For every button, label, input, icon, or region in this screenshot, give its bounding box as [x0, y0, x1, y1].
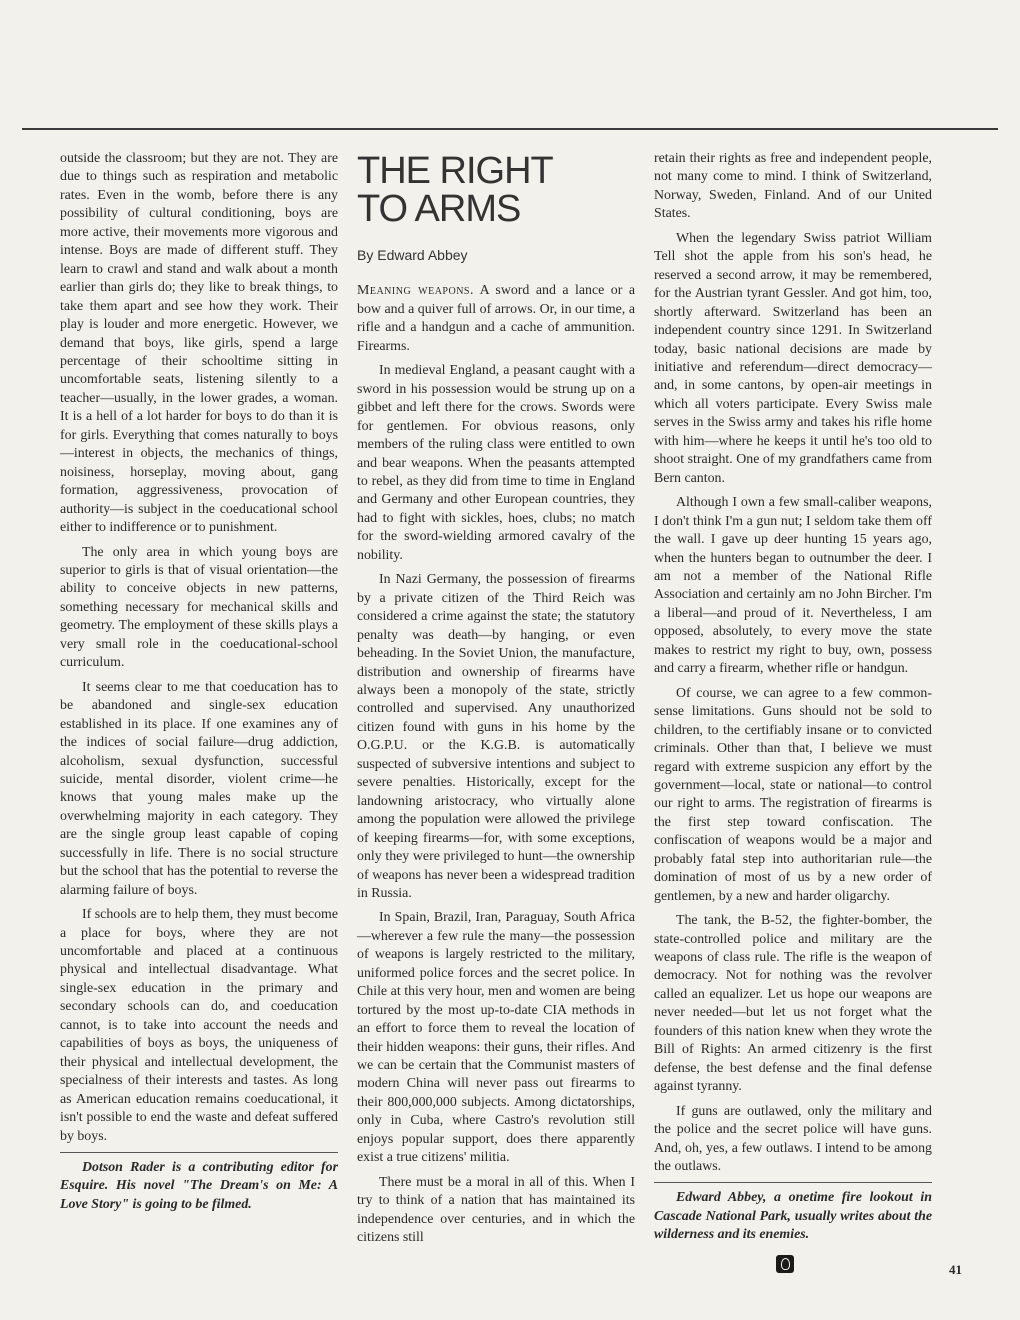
paragraph: It seems clear to me that coeducation has to be abandoned and single-sex education established in its place. If one examines any of the indices of social failure—drug addiction, alcoholism, sexual dysfunction, successful suicide, mental disorder, violent crime—he knows that young males make up the overwhelming majority in each category. They are the single group least capable of coping successfully in life. There is no social structure but the school that has the potential to reverse the alarming failure of boys. [60, 679, 338, 898]
lead-text: A sword and a lance or a bow and a quiver full of arrows. Or, in our time, a rifle and a handgun and a cache of ammunition. Firearms. [357, 283, 635, 354]
column-2 [357, 150, 635, 1254]
paragraph: If schools are to help them, they must become a place for boys, where they are not uncomfortable and placed at a continuous physical and intellectual disadvantage. What single-sex education in the primary and secondary schools can do, and coeducation cannot, is to take into account the needs and capabilities of boys as boys, the uniqueness of their physical and intellectual development, the specialness of their interests and tastes. As long as American education remains coeducational, it isn't possible to end the waste and defeat suffered by boys. [60, 907, 338, 1144]
paragraph: In medieval England, a peasant caught with a sword in his possession would be strung up on a gibbet and left there for the crows. Swords were for gentlemen. For obvious reasons, only members of the ruling class were entitled to own and bear weapons. When the peasants attempted to rebel, as they did from time to time in England and Germany and other European countries, they had to fight with sickles, hoes, clubs; no match for the sword-wielding armored cavalry of the nobility. [357, 363, 635, 563]
rabbit-logo-icon [776, 1255, 794, 1273]
paragraph: retain their rights as free and independent people, not many come to mind. I think of Switzerland, Norway, Sweden, Finland. And of our United States. [654, 151, 932, 222]
top-rule [22, 128, 998, 130]
page-number: 41 [949, 1262, 962, 1277]
paragraph: outside the classroom; but they are not. They are due to things such as respiration and metabolic rates. Even in the womb, before there is any possibility of cultural conditioning, boys are more active, their movements more vigorous and intense. Boys are made of different stuff. They learn to crawl and stand and walk about a month earlier than girls do; they like to break things, to take them apart and see how they work. Their play is louder and more energetic. However, we demand that boys, like girls, spend a large percentage of their schooltime sitting in uncomfortable seats, listening silently to a teacher—usually, in the lower grades, a woman. It is a hell of a lot harder for boys to do than it is for girls. Everything that comes naturally to boys—interest in objects, the mechanics of things, noisiness, horseplay, moving about, gang formation, aggressiveness, provocation of authority—is subject in the coeducational school either to indifference or to punishment. [60, 151, 338, 536]
paragraph: There must be a moral in all of this. When I try to think of a nation that has maintained its independence over centuries, and in which the citizens still [357, 1174, 635, 1246]
paragraph: In Spain, Brazil, Iran, Paraguay, South Africa—wherever a few rule the many—the possession of weapons is largely restricted to the military, uniformed police forces and the secret police. In Chile at this very hour, men and women are being tortured by the most up-to-date CIA methods in an effort to force them to reveal the location of their hidden weapons: their guns, their rifles. And we can be certain that the Communist masters of modern China will never pass out firearms to their 800,000,000 subjects. Among dictatorships, only in Cuba, where Castro's revolution still enjoys popular support, does there apparently exist a true citizens' militia. [357, 910, 635, 1166]
paragraph: The tank, the B-52, the fighter-bomber, the state-controlled police and military are the weapons of class rule. The rifle is the weapon of democracy. Not for nothing was the revolver called an equalizer. Let us hope our weapons are never needed—but let us not forget what the founders of this nation knew when they wrote the Bill of Rights: An armed citizenry is the first defense, the best defense and the final defense against tyranny. [654, 913, 932, 1095]
paragraph: Of course, we can agree to a few common-sense limitations. Guns should not be sold to children, to the certifiably insane or to convicted criminals. Other than that, I believe we must regard with extreme suspicion any effort by the government—local, state or national—to control our right to arms. The registration of firearms is the first step toward confiscation. The confiscation of weapons would be a major and probably fatal step into authoritarian rule—the domination of most of us by a new order of gentlemen, by a new and harder oligarchy. [654, 685, 932, 904]
paragraph: If guns are outlawed, only the military and the police and the secret police will have guns. And, oh, yes, a few outlaws. I intend to be among the outlaws. [654, 1103, 932, 1175]
paragraph: Although I own a few small-caliber weapons, I don't think I'm a gun nut; I seldom take them off the wall. I gave up deer hunting 15 years ago, when the hunters began to outnumber the deer. I am not a member of the National Rifle Association and certainly am no John Bircher. I'm a liberal—and proud of it. Nevertheless, I am opposed, absolutely, to every move the state makes to restrict my right to buy, own, possess and carry a firearm, whether rifle or handgun. [654, 495, 932, 677]
title-line-2: TO ARMS [357, 188, 521, 230]
author-note: Dotson Rader is a contributing editor for Esquire. His novel "The Dream's on Me: A Love Story" is going to be filmed. [60, 1152, 338, 1214]
byline: By Edward Abbey [357, 247, 468, 263]
paragraph: In Nazi Germany, the possession of firearms by a private citizen of the Third Reich was considered a crime against the state; the statutory penalty was death—by hanging, or even beheading. In the Soviet Union, the manufacture, distribution and ownership of firearms have always been a monopoly of the state, strictly controlled and supervised. Any unauthorized citizen found with guns in his home by the O.G.P.U. or the K.G.B. is automatically suspected of subversive intentions and subject to severe penalties. Historically, except for the landowning aristocracy, who virtually alone among the population were allowed the privilege of keeping firearms—for, with some exceptions, only they were privileged to hunt—the ownership of weapons has never been a widespread tradition in Russia. [357, 572, 635, 901]
column-1 [60, 150, 338, 1220]
paragraph: When the legendary Swiss patriot William Tell shot the apple from his son's head, he reserved a second arrow, it may be remembered, for the Austrian tyrant Gessler. And got him, too, shortly afterward. Switzerland has been an independent country since 1291. In Switzerland today, basic national decisions are made by initiative and referendum—direct democracy—and, in some cantons, by open-air meetings in which all voters participate. Every Swiss male serves in the Swiss army and takes his rifle home with him—where he keeps it until he's too old to shoot straight. One of my grandfathers came from Bern canton. [654, 230, 932, 486]
title-line-1: THE RIGHT [357, 150, 553, 192]
column-3 [654, 150, 932, 1273]
lead-paragraph [357, 282, 635, 356]
article-title [357, 152, 635, 228]
author-note: Edward Abbey, a onetime fire lookout in Cascade National Park, usually writes about the wilderness and its enemies. [654, 1182, 932, 1244]
paragraph: The only area in which young boys are superior to girls is that of visual orientation—the ability to conceive objects in new patterns, something necessary for mechanical skills and geometry. The employment of these skills plays a very small role in the coeducational-school curriculum. [60, 544, 338, 671]
lead-smallcaps: Meaning weapons. [357, 283, 474, 299]
